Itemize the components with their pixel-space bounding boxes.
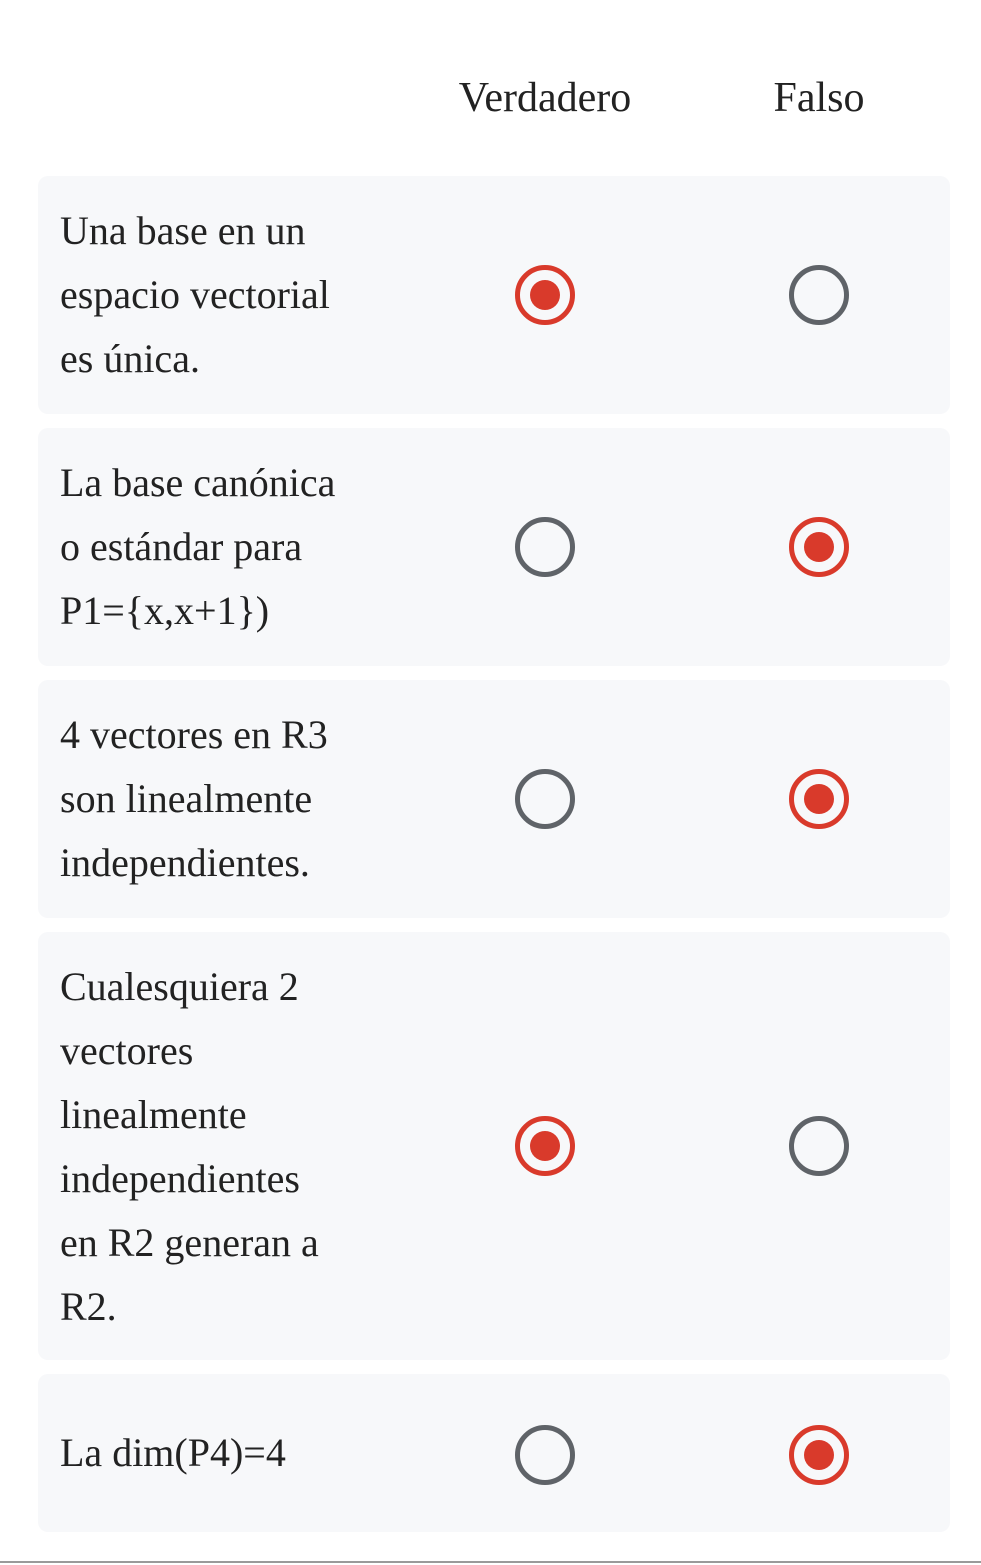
question-line: o estándar para: [60, 524, 303, 569]
question-line: independientes: [60, 1156, 300, 1201]
question-text: [60, 955, 380, 1339]
question-text: [60, 703, 380, 895]
question-line: La base canónica: [60, 460, 336, 505]
radio-dot: [804, 1440, 834, 1470]
question-line: R2.: [60, 1284, 117, 1329]
radio-dot: [530, 1131, 560, 1161]
question-text: [60, 199, 380, 391]
divider: [0, 1561, 981, 1563]
question-row-2: [38, 428, 950, 666]
radio-dot: [804, 532, 834, 562]
question-line: linealmente: [60, 1092, 247, 1137]
radio-false[interactable]: [789, 517, 849, 577]
question-line: son linealmente: [60, 776, 313, 821]
column-header-true: Verdadero: [458, 75, 632, 121]
question-line: 4 vectores en R3: [60, 712, 328, 757]
question-row-5: [38, 1374, 950, 1532]
radio-dot: [530, 280, 560, 310]
radio-true[interactable]: [515, 1425, 575, 1485]
question-text: [60, 1421, 380, 1485]
question-line: P1={x,x+1}): [60, 588, 270, 633]
radio-false[interactable]: [789, 1116, 849, 1176]
radio-true[interactable]: [515, 517, 575, 577]
radio-false[interactable]: [789, 769, 849, 829]
question-line: vectores: [60, 1028, 194, 1073]
column-header-false: Falso: [773, 75, 865, 121]
radio-false[interactable]: [789, 1425, 849, 1485]
question-line: Una base en un: [60, 208, 306, 253]
radio-true[interactable]: [515, 265, 575, 325]
question-line: Cualesquiera 2: [60, 964, 299, 1009]
question-row-3: [38, 680, 950, 918]
question-line: es única.: [60, 336, 200, 381]
question-text: [60, 451, 380, 643]
question-line: espacio vectorial: [60, 272, 330, 317]
question-row-4: [38, 932, 950, 1360]
radio-true[interactable]: [515, 1116, 575, 1176]
question-line: La dim(P4)=4: [60, 1430, 286, 1475]
radio-dot: [804, 784, 834, 814]
question-row-1: [38, 176, 950, 414]
radio-true[interactable]: [515, 769, 575, 829]
radio-false[interactable]: [789, 265, 849, 325]
question-line: en R2 generan a: [60, 1220, 319, 1265]
question-line: independientes.: [60, 840, 310, 885]
